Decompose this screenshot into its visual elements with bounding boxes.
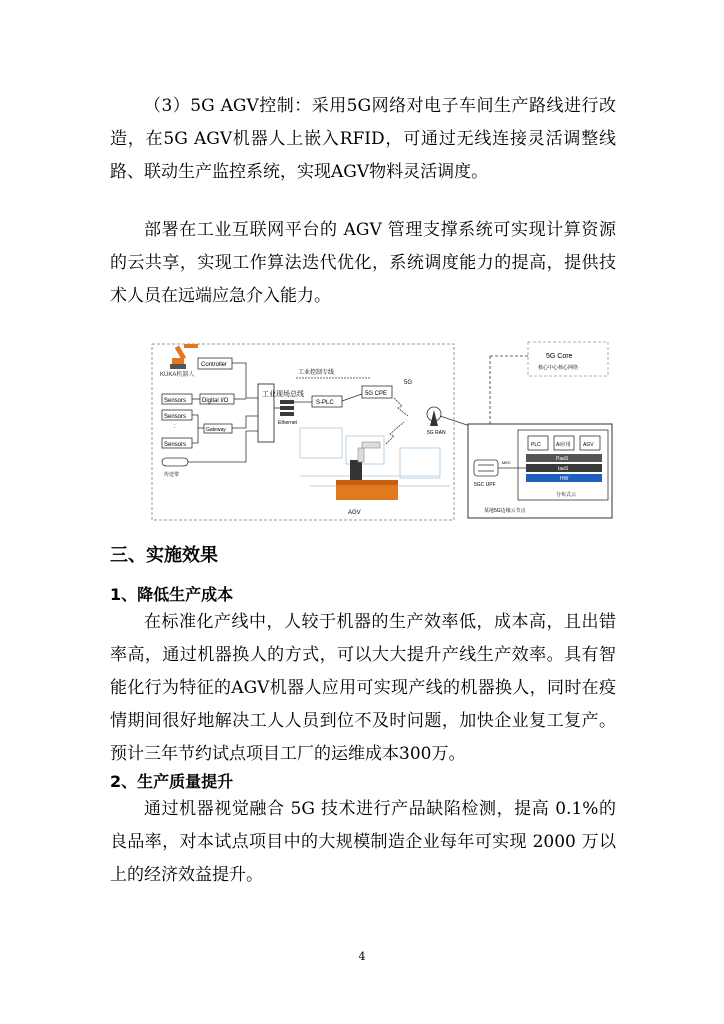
- core-sub-label: 核心中心核心网络: [538, 365, 579, 371]
- paragraph-platform: 部署在工业互联网平台的 AGV 管理支撑系统可实现计算资源的云共享，实现工作算法迭代优化，系统调度能力的提高，提供技术人员在远端应急介入能力。: [110, 220, 616, 306]
- ai-app-label: AI应用: [556, 442, 571, 448]
- ran-label: 5G RAN: [427, 430, 446, 436]
- subheading-cost: 1、降低生产成本: [110, 585, 234, 604]
- fiveg-label: 5G: [404, 380, 413, 386]
- ran-tower-icon: [427, 407, 441, 426]
- iaas-label: IaaS: [558, 466, 569, 472]
- core-label: 5G Core: [546, 353, 573, 360]
- agv-label: AGV: [348, 510, 361, 516]
- sensors-label-3: Sensors: [164, 442, 187, 448]
- mec-label: 某地5G边缘云节点: [484, 508, 526, 514]
- upf-label: 5GC UPF: [474, 482, 496, 488]
- svg-text::: :: [174, 424, 176, 430]
- plc-app-label: PLC: [531, 442, 541, 448]
- kuka-label: KUKA机器人: [160, 372, 195, 378]
- sensors-label-2: Sensors: [164, 414, 187, 420]
- paas-label: PaaS: [556, 456, 569, 462]
- gateway-label: Gateway: [206, 427, 226, 433]
- digital-io-label: Digital I/O: [202, 398, 229, 404]
- control-line-label: 工业控制专线: [298, 370, 335, 376]
- agv-robot-icon: [336, 442, 398, 500]
- paragraph-quality: 通过机器视觉融合 5G 技术进行产品缺陷检测，提高 0.1%的良品率，对本试点项目中的大规模制造企业每年可实现 2000 万以上的经济效益提升。: [110, 799, 616, 885]
- upf-icon: [474, 460, 498, 476]
- edge-label: 分布式云: [556, 492, 577, 498]
- page-number: 4: [358, 950, 366, 963]
- mec-tag: MEC: [502, 460, 511, 465]
- paragraph-agv-control: （3）5G AGV控制：采用5G网络对电子车间生产路线进行改造，在5G AGV机器人上嵌入RFID，可通过无线连接灵活调整线路、联动生产监控系统，实现AGV物料灵活调度。: [110, 96, 616, 182]
- kuka-robot-icon: [170, 344, 198, 369]
- controller-label: Controller: [201, 362, 228, 368]
- ethernet-label: Ethernet: [278, 420, 297, 426]
- sensors-label-1: Sensors: [164, 398, 187, 404]
- cpe-label: 5G CPE: [365, 391, 388, 397]
- section-heading: 三、实施效果: [110, 545, 218, 566]
- hw-label: HW: [560, 476, 569, 482]
- factory-floor-sketch: [300, 428, 450, 486]
- network-architecture-figure: [150, 336, 620, 526]
- s-plc-label: S-PLC: [316, 400, 334, 406]
- agv-app-label: AGV: [583, 442, 594, 448]
- conveyor-icon: [162, 458, 188, 466]
- paragraph-cost: 在标准化产线中，人较于机器的生产效率低，成本高，且出错率高，通过机器换人的方式，可以大大提升产线生产效率。具有智能化行为特征的AGV机器人应用可实现产线的机器换人，同时在疫情期间很好地解决工人人员到位不及时问题，加快企业复工复产。预计三年节约试点项目工厂的运维成本300万。: [110, 612, 616, 764]
- industrial-bus-label: 工业现场总线: [262, 391, 304, 398]
- conveyor-label: 传送带: [164, 472, 180, 478]
- subheading-quality: 2、生产质量提升: [110, 772, 234, 791]
